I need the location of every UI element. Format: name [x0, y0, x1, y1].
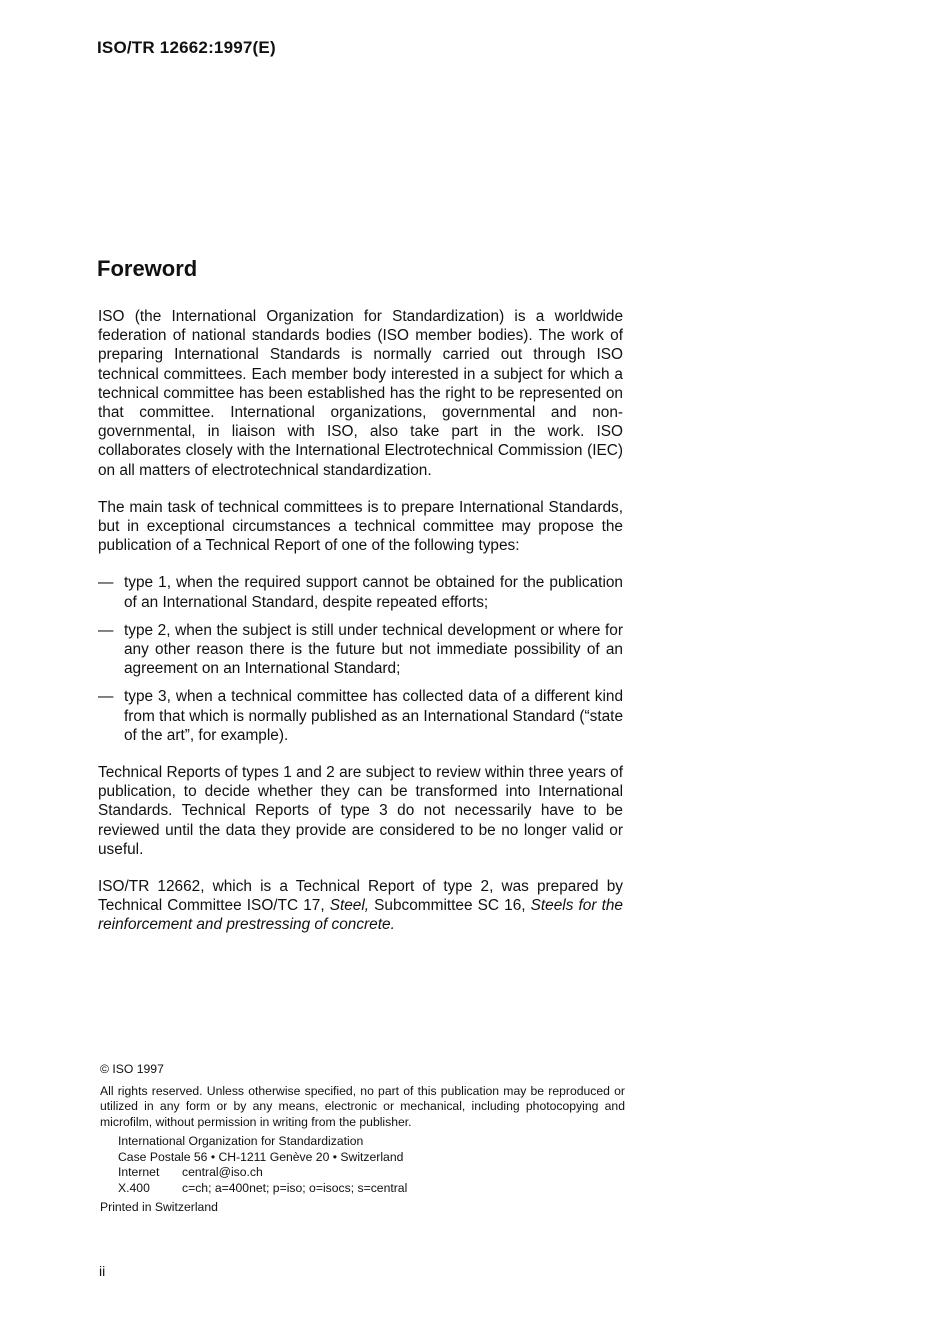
printed-in: Printed in Switzerland	[100, 1200, 218, 1214]
document-id-header: ISO/TR 12662:1997(E)	[97, 38, 276, 57]
dash-bullet: —	[98, 688, 114, 706]
dash-bullet: —	[98, 574, 114, 592]
publisher-address	[118, 1134, 625, 1196]
copyright-year: © ISO 1997	[100, 1062, 164, 1076]
prepared-by-text-2: Subcommittee SC 16,	[369, 897, 531, 915]
page-title: Foreword	[97, 256, 198, 281]
subcommittee-name: Steels for the reinforcement and prestressing of concrete.	[98, 897, 623, 934]
internet-label: Internet	[118, 1165, 160, 1179]
list-item	[98, 687, 623, 745]
list-item-text: type 2, when the subject is still under technical development or where for any other reason there is the future but not immediate possibility of an agreement on an International Standard;	[124, 621, 623, 678]
list-item-text: type 1, when the required support cannot be obtained for the publication of an International Standard, despite repeated efforts;	[124, 574, 623, 611]
page-number: ii	[99, 1263, 106, 1279]
dash-bullet: —	[98, 621, 114, 639]
list-item-text: type 3, when a technical committee has collected data of a different kind from that which is normally published as an International Standard (“state of the art”, for example).	[124, 688, 623, 744]
foreword-body	[98, 307, 623, 953]
paragraph-iso-intro: ISO (the International Organization for Standardization) is a worldwide federation of national standards bodies (ISO member bodies). The work of preparing International Standards is normally carried out through ISO technical committees. Each member body interested in a subject for which a technical committee has been established has the right to be represented on that committee. International organizations, governmental and non-governmental, in liaison with ISO, also take part in the work. ISO collaborates closely with the International Electrotechnical Commission (IEC) on all matters of electrotechnical standardization.	[98, 308, 623, 479]
paragraph-prepared-by	[98, 877, 623, 935]
internet-address: central@iso.ch	[182, 1165, 263, 1179]
report-types-list	[98, 573, 623, 745]
publisher-org: International Organization for Standardization	[118, 1134, 364, 1148]
copyright-block	[100, 1062, 625, 1216]
paragraph-main-task: The main task of technical committees is to prepare International Standards, but in exceptional circumstances a technical committee may propose the publication of a Technical Report of one of the following types:	[98, 498, 623, 555]
paragraph-review: Technical Reports of types 1 and 2 are subject to review within three years of publication, to decide whether they can be transformed into International Standards. Technical Reports of type 3 do not necessarily have to be reviewed until the data they provide are considered to be no longer valid or useful.	[98, 764, 623, 858]
rights-notice: All rights reserved. Unless otherwise specified, no part of this publication may be reproduced or utilized in any form or by any means, electronic or mechanical, including photocopying and microfilm, without permission in writing from the publisher.	[100, 1083, 625, 1129]
prepared-by-text: ISO/TR 12662, which is a Technical Report of type 2, was prepared by Technical Committee ISO/TC 17,	[98, 878, 623, 915]
internet-line	[118, 1165, 625, 1181]
x400-label: X.400	[118, 1180, 150, 1195]
list-item	[98, 621, 623, 679]
x400-line	[118, 1181, 625, 1197]
committee-name: Steel,	[329, 897, 370, 915]
postal-address: Case Postale 56 • CH-1211 Genève 20 • Switzerland	[118, 1149, 404, 1164]
x400-address: c=ch; a=400net; p=iso; o=isocs; s=central	[182, 1180, 408, 1195]
list-item	[98, 573, 623, 611]
